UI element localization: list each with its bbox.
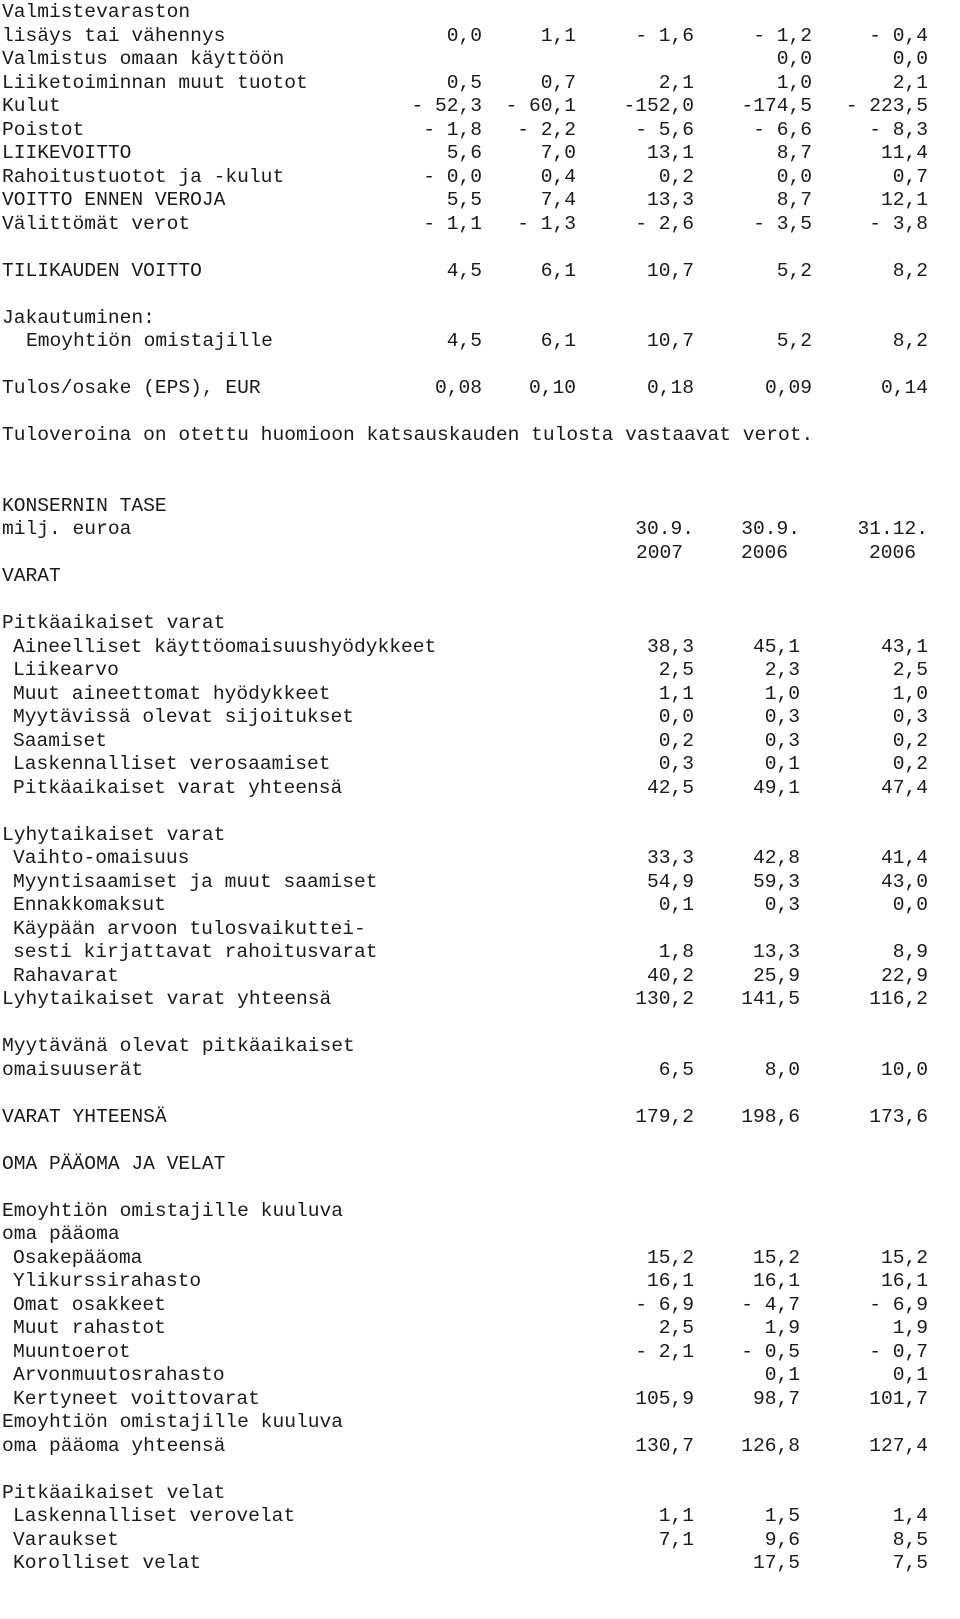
row-value: 0,14 xyxy=(880,377,928,399)
current-row xyxy=(0,917,960,941)
liabilities-row xyxy=(0,1504,960,1528)
row-value: 198,6 xyxy=(741,1105,800,1128)
row-label: oma pääoma xyxy=(2,1223,120,1245)
row-value: 1,0 xyxy=(764,682,800,705)
row-label: Rahavarat xyxy=(13,964,119,987)
row-label: Varaukset xyxy=(13,1528,119,1551)
row-value: 8,0 xyxy=(764,1058,800,1081)
row-value: 0,0 xyxy=(776,165,812,188)
assets-heading xyxy=(0,564,960,588)
row-value: 10,7 xyxy=(646,259,694,282)
balance-year-row xyxy=(0,541,960,565)
row-label: Liiketoiminnan muut tuotot xyxy=(2,71,308,94)
row-value: -152,0 xyxy=(623,95,694,117)
row-label: Välittömät verot xyxy=(2,212,191,235)
row-label: Arvonmuutosrahasto xyxy=(13,1364,225,1386)
row-label: Kulut xyxy=(2,95,61,117)
current-row xyxy=(0,870,960,894)
row-value: 0,2 xyxy=(892,729,928,752)
row-value: - 0,4 xyxy=(869,24,928,47)
row-value: 0,4 xyxy=(540,165,576,188)
row-value: - 1,8 xyxy=(423,118,482,141)
row-value: 0,09 xyxy=(764,377,812,399)
row-value: 0,3 xyxy=(764,729,800,752)
row-value: 15,2 xyxy=(880,1246,928,1269)
row-label: LIIKEVOITTO xyxy=(2,142,132,164)
row-label: Pitkäaikaiset varat yhteensä xyxy=(13,776,343,799)
row-label: Myytävänä olevat pitkäaikaiset xyxy=(2,1035,355,1057)
row-label: Osakepääoma xyxy=(13,1246,143,1269)
noncurrent-row xyxy=(0,729,960,753)
row-value: - 8,3 xyxy=(869,118,928,141)
row-value: 127,4 xyxy=(869,1434,928,1457)
row-value: 116,2 xyxy=(869,988,928,1010)
row-value: 11,4 xyxy=(880,142,928,164)
income-row xyxy=(0,47,960,71)
row-value: 5,2 xyxy=(776,259,812,282)
row-value: 0,3 xyxy=(764,706,800,728)
net-profit-row xyxy=(0,259,960,283)
row-value: 0,1 xyxy=(892,1364,928,1386)
balance-title xyxy=(0,494,960,518)
row-value: - 2,6 xyxy=(635,212,694,235)
distribution-heading xyxy=(0,306,960,330)
row-value: 8,7 xyxy=(776,142,812,164)
row-label: Muut rahastot xyxy=(13,1317,166,1339)
income-row xyxy=(0,141,960,165)
equity-heading-1 xyxy=(0,1199,960,1223)
row-label: Emoyhtiön omistajille kuuluva xyxy=(2,1411,343,1433)
row-value: 0,1 xyxy=(764,1364,800,1386)
row-label: VOITTO ENNEN VEROJA xyxy=(2,189,226,211)
tax-note xyxy=(0,423,960,447)
row-value: 130,7 xyxy=(635,1434,694,1457)
current-row xyxy=(0,964,960,988)
row-value: 13,3 xyxy=(646,189,694,211)
row-label: Laskennalliset verovelat xyxy=(13,1505,296,1527)
current-row xyxy=(0,846,960,870)
income-row xyxy=(0,118,960,142)
row-value: 1,4 xyxy=(892,1505,928,1527)
row-label: Laskennalliset verosaamiset xyxy=(13,753,331,775)
row-label: Saamiset xyxy=(13,729,108,752)
row-label: Korolliset velat xyxy=(13,1552,202,1574)
row-value: 31.12. xyxy=(857,518,928,540)
row-value: 1,5 xyxy=(764,1505,800,1527)
noncurrent-row xyxy=(0,705,960,729)
row-value: 22,9 xyxy=(880,964,928,987)
row-value: 1,0 xyxy=(892,682,928,705)
row-value: - 0,5 xyxy=(741,1340,800,1363)
row-value: 15,2 xyxy=(646,1246,694,1269)
row-value: - 5,6 xyxy=(635,118,694,141)
row-value: 40,2 xyxy=(646,964,694,987)
row-value: 8,7 xyxy=(776,189,812,211)
row-value: 15,2 xyxy=(752,1246,800,1269)
row-value: 9,6 xyxy=(764,1528,800,1551)
row-value: 49,1 xyxy=(752,776,800,799)
row-value: 59,3 xyxy=(752,870,800,893)
row-value: - 2,2 xyxy=(517,118,576,141)
row-label: VARAT YHTEENSÄ xyxy=(2,1105,167,1128)
row-value: 54,9 xyxy=(646,870,694,893)
row-value: 12,1 xyxy=(880,189,928,211)
row-label: milj. euroa xyxy=(2,518,132,540)
row-label: Poistot xyxy=(2,118,85,141)
current-row xyxy=(0,940,960,964)
row-value: 1,9 xyxy=(892,1317,928,1339)
row-label: OMA PÄÄOMA JA VELAT xyxy=(2,1152,226,1175)
row-value: 0,2 xyxy=(658,165,694,188)
row-value: 5,5 xyxy=(446,189,482,211)
income-row xyxy=(0,24,960,48)
noncurrent-row xyxy=(0,658,960,682)
row-value: 1,1 xyxy=(540,24,576,47)
row-value: 2,1 xyxy=(892,71,928,94)
row-label: Lyhytaikaiset varat xyxy=(2,823,226,846)
row-label: Myytävissä olevat sijoitukset xyxy=(13,706,354,728)
row-value: 1,1 xyxy=(658,1505,694,1527)
row-label: Pitkäaikaiset velat xyxy=(2,1481,226,1504)
row-value: 16,1 xyxy=(880,1270,928,1292)
row-value: 0,0 xyxy=(658,706,694,728)
row-value: 2,3 xyxy=(764,659,800,681)
row-value: 4,5 xyxy=(446,259,482,282)
row-value: 10,0 xyxy=(880,1058,928,1081)
row-value: 6,1 xyxy=(540,259,576,282)
row-value: 7,1 xyxy=(658,1528,694,1551)
row-value: 0,10 xyxy=(528,377,576,399)
current-row xyxy=(0,893,960,917)
row-label: Ennakkomaksut xyxy=(13,894,166,916)
row-value: 41,4 xyxy=(880,847,928,869)
row-value: 0,5 xyxy=(446,71,482,94)
row-value: 0,2 xyxy=(892,753,928,775)
row-value: 1,8 xyxy=(658,941,694,963)
row-label: Emoyhtiön omistajille kuuluva xyxy=(2,1199,343,1222)
row-label: Liikearvo xyxy=(13,659,119,681)
row-value: - 52,3 xyxy=(411,95,482,117)
row-value: 6,5 xyxy=(658,1058,694,1081)
row-value: 38,3 xyxy=(646,635,694,658)
liabilities-heading xyxy=(0,1481,960,1505)
row-label: VARAT xyxy=(2,565,61,587)
assets-total-row xyxy=(0,1105,960,1129)
liabilities-row xyxy=(0,1528,960,1552)
row-value: 2,5 xyxy=(658,659,694,681)
row-value: 0,2 xyxy=(658,729,694,752)
income-row xyxy=(0,71,960,95)
row-value: 13,1 xyxy=(646,142,694,164)
noncurrent-row xyxy=(0,752,960,776)
row-label: TILIKAUDEN VOITTO xyxy=(2,259,202,282)
row-value: 4,5 xyxy=(446,330,482,352)
row-value: 45,1 xyxy=(752,635,800,658)
row-label: Omat osakkeet xyxy=(13,1293,166,1316)
row-value: 25,9 xyxy=(752,964,800,987)
row-value: - 4,7 xyxy=(741,1293,800,1316)
row-label: Tulos/osake (EPS), EUR xyxy=(2,377,261,399)
income-row xyxy=(0,165,960,189)
noncurrent-row xyxy=(0,776,960,800)
row-value: 0,0 xyxy=(776,48,812,70)
row-value: 43,0 xyxy=(880,870,928,893)
row-value: 30.9. xyxy=(741,518,800,540)
row-value: 47,4 xyxy=(880,776,928,799)
balance-unit-row xyxy=(0,517,960,541)
row-value: 130,2 xyxy=(635,988,694,1010)
row-label: Lyhytaikaiset varat yhteensä xyxy=(2,988,332,1010)
row-value: 141,5 xyxy=(741,988,800,1010)
row-value: 0,1 xyxy=(658,894,694,916)
row-value: - 2,1 xyxy=(635,1340,694,1363)
row-label: Muuntoerot xyxy=(13,1340,131,1363)
row-value: - 1,6 xyxy=(635,24,694,47)
row-value: - 0,0 xyxy=(423,165,482,188)
equity-row xyxy=(0,1269,960,1293)
row-label: Valmistevaraston xyxy=(2,1,191,23)
distribution-row xyxy=(0,329,960,353)
row-label: Ylikurssirahasto xyxy=(13,1270,202,1292)
row-value: - 6,6 xyxy=(753,118,812,141)
row-value: 2,1 xyxy=(658,71,694,94)
income-row xyxy=(0,212,960,236)
row-value: 179,2 xyxy=(635,1105,694,1128)
row-value: 5,6 xyxy=(446,142,482,164)
row-value: 0,3 xyxy=(764,894,800,916)
equity-liabilities-heading xyxy=(0,1152,960,1176)
current-total-row xyxy=(0,987,960,1011)
row-value: 0,0 xyxy=(446,24,482,47)
row-value: 16,1 xyxy=(646,1270,694,1292)
row-value: -174,5 xyxy=(741,95,812,117)
row-value: 30.9. xyxy=(635,518,694,540)
row-value: 42,8 xyxy=(752,847,800,869)
noncurrent-row xyxy=(0,682,960,706)
row-value: 2,5 xyxy=(892,659,928,681)
eps-row xyxy=(0,376,960,400)
row-value: 8,5 xyxy=(892,1528,928,1551)
row-value: 1,9 xyxy=(764,1317,800,1339)
row-label: Pitkäaikaiset varat xyxy=(2,612,226,634)
row-value: 98,7 xyxy=(752,1387,800,1410)
row-value: 17,5 xyxy=(752,1552,800,1574)
row-value: - 60,1 xyxy=(505,95,576,117)
noncurrent-row xyxy=(0,635,960,659)
row-value: 5,2 xyxy=(776,330,812,352)
row-label: Rahoitustuotot ja -kulut xyxy=(2,165,285,188)
row-value: 126,8 xyxy=(741,1434,800,1457)
column-header: 2007 xyxy=(635,541,683,564)
equity-total-row xyxy=(0,1434,960,1458)
noncurrent-heading xyxy=(0,611,960,635)
row-label: Vaihto-omaisuus xyxy=(13,847,190,869)
row-label: Tuloveroina on otettu huomioon katsauskauden tulosta vastaavat verot. xyxy=(2,424,814,446)
income-row xyxy=(0,94,960,118)
row-value: 101,7 xyxy=(869,1387,928,1410)
column-header: 2006 xyxy=(740,541,788,564)
row-label: Myyntisaamiset ja muut saamiset xyxy=(13,870,378,893)
held-for-sale-row xyxy=(0,1058,960,1082)
row-label: omaisuuserät xyxy=(2,1058,144,1081)
row-value: 2,5 xyxy=(658,1317,694,1339)
income-row xyxy=(0,188,960,212)
row-value: 7,0 xyxy=(540,142,576,164)
row-value: - 6,9 xyxy=(635,1293,694,1316)
column-header: 2006 xyxy=(868,541,916,564)
row-label: KONSERNIN TASE xyxy=(2,494,167,517)
row-value: 0,08 xyxy=(434,377,482,399)
row-value: 0,7 xyxy=(540,71,576,94)
row-value: - 0,7 xyxy=(869,1340,928,1363)
row-value: 7,5 xyxy=(892,1552,928,1574)
row-value: 0,7 xyxy=(892,165,928,188)
row-value: - 1,3 xyxy=(517,212,576,235)
row-value: 42,5 xyxy=(646,776,694,799)
row-value: 6,1 xyxy=(540,330,576,352)
held-for-sale-heading xyxy=(0,1034,960,1058)
row-value: - 1,1 xyxy=(423,212,482,235)
equity-total-heading xyxy=(0,1410,960,1434)
row-value: 13,3 xyxy=(752,941,800,963)
row-value: 8,2 xyxy=(892,330,928,352)
row-value: 173,6 xyxy=(869,1105,928,1128)
row-label: Aineelliset käyttöomaisuushyödykkeet xyxy=(13,635,437,658)
row-value: - 3,8 xyxy=(869,212,928,235)
row-label: Kertyneet voittovarat xyxy=(13,1387,260,1410)
row-value: 43,1 xyxy=(880,635,928,658)
row-label: Muut aineettomat hyödykkeet xyxy=(13,682,331,705)
row-value: 105,9 xyxy=(635,1387,694,1410)
row-value: 1,0 xyxy=(776,71,812,94)
equity-row xyxy=(0,1363,960,1387)
equity-row xyxy=(0,1293,960,1317)
row-value: 8,9 xyxy=(892,941,928,963)
row-value: - 223,5 xyxy=(845,95,928,117)
row-value: 16,1 xyxy=(752,1270,800,1292)
equity-row xyxy=(0,1387,960,1411)
row-label: oma pääoma yhteensä xyxy=(2,1434,226,1457)
row-label: Jakautuminen: xyxy=(2,306,155,329)
row-value: 7,4 xyxy=(540,189,576,211)
row-value: 33,3 xyxy=(646,847,694,869)
current-heading xyxy=(0,823,960,847)
row-value: - 6,9 xyxy=(869,1293,928,1316)
row-label: Emoyhtiön omistajille xyxy=(26,330,273,352)
row-value: 0,18 xyxy=(646,377,694,399)
liabilities-row xyxy=(0,1551,960,1575)
row-label: Valmistus omaan käyttöön xyxy=(2,48,285,70)
row-value: 0,1 xyxy=(764,753,800,775)
row-value: 10,7 xyxy=(646,330,694,352)
row-label: Käypään arvoon tulosvaikuttei- xyxy=(13,917,366,940)
income-row xyxy=(0,0,960,24)
equity-row xyxy=(0,1316,960,1340)
equity-heading-2 xyxy=(0,1222,960,1246)
row-value: - 1,2 xyxy=(753,24,812,47)
row-value: 0,0 xyxy=(892,894,928,916)
equity-row xyxy=(0,1340,960,1364)
row-value: 0,3 xyxy=(892,706,928,728)
row-value: 8,2 xyxy=(892,259,928,282)
equity-row xyxy=(0,1246,960,1270)
row-value: 0,0 xyxy=(892,48,928,70)
row-value: - 3,5 xyxy=(753,212,812,235)
row-label: lisäys tai vähennys xyxy=(2,24,226,47)
row-value: 1,1 xyxy=(658,682,694,705)
row-value: 0,3 xyxy=(658,753,694,775)
row-label: sesti kirjattavat rahoitusvarat xyxy=(13,941,378,963)
